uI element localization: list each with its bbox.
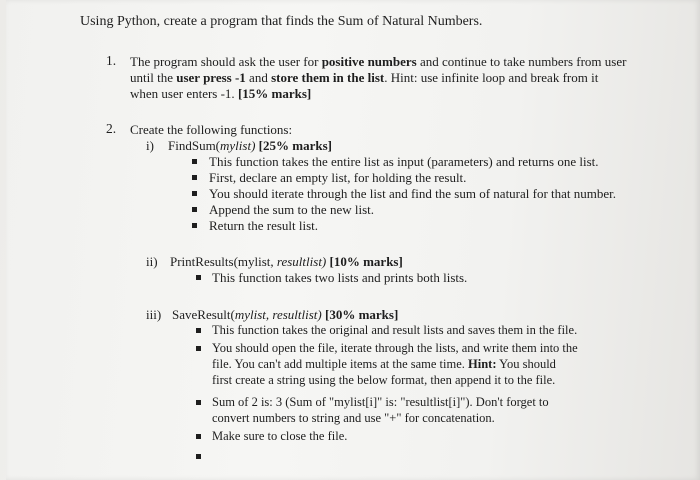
bullet-icon <box>196 434 201 439</box>
f1-signature <box>168 137 332 154</box>
f3-param: mylist, resultlist) <box>234 307 322 322</box>
f2-name: PrintResults(mylist, <box>170 254 277 269</box>
q1-line2-text: until the <box>130 70 177 85</box>
q1-line2-tail: . Hint: use infinite loop and break from it <box>384 70 599 85</box>
q1-line1-tail: and continue to take numbers from user <box>416 54 627 69</box>
f1-param: mylist) <box>220 138 256 153</box>
q1-user-press: user press -1 <box>176 70 246 85</box>
q1-line1 <box>130 53 626 70</box>
f3-bullet-3-line2: convert numbers to string and use "+" for concatenation. <box>212 411 495 425</box>
f1-roman: i) <box>146 138 154 153</box>
q1-line1-text: The program should ask the user for <box>130 54 322 69</box>
f3-bullet-2-text: file. You can't add multiple items at the same time. <box>212 357 469 371</box>
bullet-icon <box>192 223 197 228</box>
f3-bullet-2-line2 <box>212 356 556 373</box>
bullet-icon <box>196 346 201 351</box>
q1-line3-text: when user enters -1. <box>130 86 238 101</box>
f2-roman: ii) <box>146 254 158 269</box>
f1-bullet-3: You should iterate through the list and find the sum of natural for that number. <box>209 186 617 201</box>
f3-bullet-1: This function takes the original and result lists and saves them in the file. <box>212 323 578 337</box>
f3-bullet-3-line1: Sum of 2 is: 3 (Sum of "mylist[i]" is: "resultlist[i]"). Don't forget to <box>212 395 549 409</box>
q1-number: 1. <box>106 53 117 68</box>
f3-signature <box>172 306 398 323</box>
q2-number: 2. <box>106 121 117 136</box>
f1-bullet-2: First, declare an empty list, for holding the result. <box>209 170 467 185</box>
f3-hint: Hint: <box>468 357 497 371</box>
bullet-icon <box>192 191 197 196</box>
f3-marks: [30% marks] <box>321 307 399 322</box>
q2-intro: Create the following functions: <box>130 122 293 137</box>
bullet-icon <box>192 159 197 164</box>
q1-line2 <box>130 69 598 86</box>
f2-signature <box>170 253 403 270</box>
f1-marks: [25% marks] <box>255 138 332 153</box>
q1-line2-and: and <box>245 70 272 85</box>
f1-name: FindSum( <box>168 138 221 153</box>
f3-bullet-2-line1: You should open the file, iterate through the lists, and write them into the <box>212 341 578 355</box>
q1-line3 <box>130 85 311 102</box>
f3-bullet-4: Make sure to close the file. <box>212 429 348 443</box>
page-title: Using Python, create a program that finds the Sum of Natural Numbers. <box>80 14 483 29</box>
f3-name: SaveResult( <box>172 307 235 322</box>
bullet-icon <box>192 175 197 180</box>
f2-bullet-1: This function takes two lists and prints both lists. <box>212 270 468 285</box>
q1-store-list: store them in the list <box>271 70 385 85</box>
q1-marks: [15% marks] <box>237 86 312 101</box>
f1-bullet-1: This function takes the entire list as input (parameters) and returns one list. <box>209 154 599 169</box>
f2-param: resultlist) <box>276 254 327 269</box>
bullet-icon <box>196 454 201 459</box>
bullet-icon <box>196 275 201 280</box>
f1-bullet-5: Return the result list. <box>209 218 319 233</box>
f3-roman: iii) <box>146 307 162 322</box>
bullet-icon <box>192 207 197 212</box>
f3-bullet-2-tail: You should <box>496 357 556 371</box>
f1-bullet-4: Append the sum to the new list. <box>209 202 375 217</box>
q1-positive-numbers: positive numbers <box>321 54 417 69</box>
f3-bullet-2-line3: first create a string using the below format, then append it to the file. <box>212 373 556 387</box>
f2-marks: [10% marks] <box>326 254 403 269</box>
bullet-icon <box>196 400 201 405</box>
bullet-icon <box>196 328 201 333</box>
